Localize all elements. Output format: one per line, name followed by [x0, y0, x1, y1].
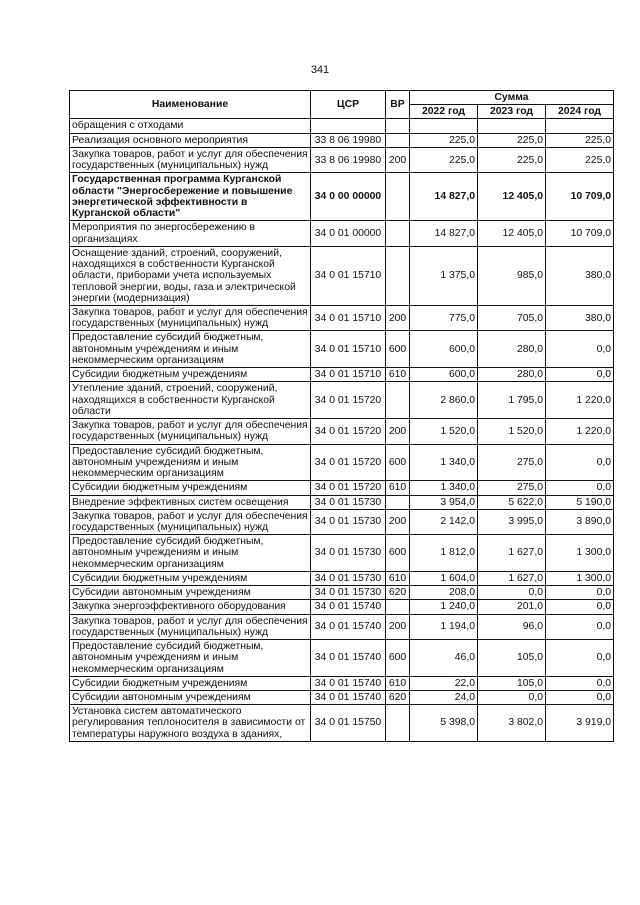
table-row — [70, 640, 614, 677]
row-2023-cell: 1 795,0 — [478, 382, 546, 419]
row-name-cell: Закупка товаров, работ и услуг для обеспечения государственных (муниципальных) нужд — [70, 147, 311, 172]
row-csr-cell: 34 0 01 15710 — [311, 305, 386, 330]
row-2024-cell: 0,0 — [546, 600, 614, 614]
row-2023-cell: 96,0 — [478, 614, 546, 639]
row-2022-cell: 1 375,0 — [410, 246, 478, 305]
row-2024-cell: 0,0 — [546, 368, 614, 382]
header-sum: Сумма — [410, 91, 614, 105]
row-vr-cell: 620 — [386, 586, 410, 600]
row-csr-cell: 34 0 01 00000 — [311, 221, 386, 246]
row-2024-cell: 1 300,0 — [546, 571, 614, 585]
row-name-cell: Внедрение эффективных систем освещения — [70, 495, 311, 509]
row-2022-cell: 22,0 — [410, 676, 478, 690]
row-2024-cell: 3 890,0 — [546, 509, 614, 534]
row-vr-cell: 200 — [386, 147, 410, 172]
row-2024-cell: 0,0 — [546, 481, 614, 495]
row-vr-cell: 200 — [386, 509, 410, 534]
row-2023-cell: 985,0 — [478, 246, 546, 305]
row-2023-cell: 3 802,0 — [478, 705, 546, 742]
row-vr-cell: 200 — [386, 614, 410, 639]
row-vr-cell: 620 — [386, 691, 410, 705]
row-name-cell: Реализация основного мероприятия — [70, 133, 311, 147]
row-csr-cell: 34 0 01 15740 — [311, 691, 386, 705]
row-csr-cell: 34 0 01 15710 — [311, 331, 386, 368]
table-row — [70, 586, 614, 600]
table-row — [70, 691, 614, 705]
table-row — [70, 481, 614, 495]
row-csr-cell: 33 8 06 19980 — [311, 147, 386, 172]
table-row — [70, 382, 614, 419]
row-name-cell: Предоставление субсидий бюджетным, автономным учреждениям и иным некоммерческим организациям — [70, 331, 311, 368]
row-name-cell: Государственная программа Курганской области "Энергосбережение и повышение энергетической эффективности в Курганской области" — [70, 173, 311, 221]
row-2024-cell: 10 709,0 — [546, 221, 614, 246]
row-2024-cell: 1 220,0 — [546, 382, 614, 419]
row-csr-cell: 34 0 01 15710 — [311, 368, 386, 382]
row-2023-cell: 12 405,0 — [478, 221, 546, 246]
row-name-cell: Предоставление субсидий бюджетным, автономным учреждениям и иным некоммерческим организациям — [70, 444, 311, 481]
row-vr-cell — [386, 600, 410, 614]
row-name-cell: Установка систем автоматического регулирования теплоносителя в зависимости от температуры наружного воздуха в зданиях, — [70, 705, 311, 742]
row-2024-cell: 10 709,0 — [546, 173, 614, 221]
table-row — [70, 419, 614, 444]
table-row — [70, 305, 614, 330]
row-2023-cell: 1 520,0 — [478, 419, 546, 444]
row-vr-cell: 600 — [386, 331, 410, 368]
row-2022-cell: 208,0 — [410, 586, 478, 600]
row-csr-cell: 34 0 01 15730 — [311, 495, 386, 509]
row-vr-cell — [386, 246, 410, 305]
row-2024-cell: 0,0 — [546, 640, 614, 677]
table-row — [70, 495, 614, 509]
table-row — [70, 133, 614, 147]
row-2023-cell: 5 622,0 — [478, 495, 546, 509]
row-vr-cell: 610 — [386, 676, 410, 690]
row-name-cell: Мероприятия по энергосбережению в организациях — [70, 221, 311, 246]
row-vr-cell: 600 — [386, 444, 410, 481]
table-row — [70, 444, 614, 481]
row-vr-cell: 610 — [386, 571, 410, 585]
header-vr: ВР — [386, 91, 410, 119]
row-2023-cell — [478, 119, 546, 133]
row-2022-cell: 46,0 — [410, 640, 478, 677]
row-2023-cell: 105,0 — [478, 640, 546, 677]
row-2024-cell: 0,0 — [546, 586, 614, 600]
table-row — [70, 571, 614, 585]
row-name-cell: Утепление зданий, строений, сооружений, находящихся в собственности Курганской области — [70, 382, 311, 419]
row-name-cell: Закупка товаров, работ и услуг для обеспечения государственных (муниципальных) нужд — [70, 305, 311, 330]
budget-table — [69, 90, 614, 742]
row-2024-cell: 225,0 — [546, 133, 614, 147]
row-vr-cell: 600 — [386, 640, 410, 677]
row-2024-cell: 5 190,0 — [546, 495, 614, 509]
row-name-cell: Оснащение зданий, строений, сооружений, находящихся в собственности Курганской области, приборами учета используемых тепловой энергии, воды, газа и электрической энергии (модернизация) — [70, 246, 311, 305]
row-2022-cell: 5 398,0 — [410, 705, 478, 742]
table-header — [70, 91, 614, 119]
row-2024-cell: 3 919,0 — [546, 705, 614, 742]
row-vr-cell — [386, 221, 410, 246]
row-2024-cell: 0,0 — [546, 331, 614, 368]
row-name-cell: Предоставление субсидий бюджетным, автономным учреждениям и иным некоммерческим организациям — [70, 640, 311, 677]
table-row — [70, 331, 614, 368]
row-2023-cell: 225,0 — [478, 133, 546, 147]
row-csr-cell: 34 0 01 15720 — [311, 444, 386, 481]
table-row — [70, 509, 614, 534]
row-2023-cell: 705,0 — [478, 305, 546, 330]
table-row — [70, 221, 614, 246]
row-2023-cell: 280,0 — [478, 331, 546, 368]
row-vr-cell: 610 — [386, 368, 410, 382]
row-2022-cell: 1 520,0 — [410, 419, 478, 444]
row-name-cell: Субсидии автономным учреждениям — [70, 586, 311, 600]
row-2024-cell: 0,0 — [546, 691, 614, 705]
row-2022-cell: 24,0 — [410, 691, 478, 705]
table-row — [70, 246, 614, 305]
page-number: 341 — [310, 64, 330, 76]
row-2022-cell: 2 142,0 — [410, 509, 478, 534]
row-2023-cell: 12 405,0 — [478, 173, 546, 221]
row-csr-cell: 34 0 01 15730 — [311, 509, 386, 534]
row-name-cell: Субсидии бюджетным учреждениям — [70, 481, 311, 495]
row-2022-cell: 14 827,0 — [410, 173, 478, 221]
row-2022-cell: 2 860,0 — [410, 382, 478, 419]
row-vr-cell: 200 — [386, 419, 410, 444]
row-2023-cell: 275,0 — [478, 444, 546, 481]
row-name-cell: Субсидии автономным учреждениям — [70, 691, 311, 705]
row-name-cell: Закупка товаров, работ и услуг для обеспечения государственных (муниципальных) нужд — [70, 509, 311, 534]
table-row — [70, 119, 614, 133]
row-vr-cell — [386, 705, 410, 742]
table-row — [70, 600, 614, 614]
row-csr-cell: 34 0 01 15720 — [311, 382, 386, 419]
row-name-cell: Закупка товаров, работ и услуг для обеспечения государственных (муниципальных) нужд — [70, 614, 311, 639]
row-2024-cell: 0,0 — [546, 614, 614, 639]
row-csr-cell: 34 0 01 15740 — [311, 640, 386, 677]
row-2023-cell: 1 627,0 — [478, 571, 546, 585]
row-name-cell: Предоставление субсидий бюджетным, автономным учреждениям и иным некоммерческим организациям — [70, 535, 311, 572]
row-name-cell: Субсидии бюджетным учреждениям — [70, 676, 311, 690]
row-2022-cell: 1 812,0 — [410, 535, 478, 572]
row-name-cell: Субсидии бюджетным учреждениям — [70, 368, 311, 382]
row-2024-cell: 0,0 — [546, 444, 614, 481]
row-name-cell: Субсидии бюджетным учреждениям — [70, 571, 311, 585]
row-vr-cell: 200 — [386, 305, 410, 330]
row-csr-cell: 34 0 01 15740 — [311, 614, 386, 639]
row-2023-cell: 0,0 — [478, 691, 546, 705]
row-2022-cell: 3 954,0 — [410, 495, 478, 509]
row-csr-cell: 34 0 01 15720 — [311, 481, 386, 495]
row-2022-cell: 1 340,0 — [410, 444, 478, 481]
row-2022-cell: 225,0 — [410, 147, 478, 172]
header-name: Наименование — [70, 91, 311, 119]
row-2023-cell: 201,0 — [478, 600, 546, 614]
row-2022-cell — [410, 119, 478, 133]
table-row — [70, 676, 614, 690]
row-2024-cell: 225,0 — [546, 147, 614, 172]
row-2022-cell: 775,0 — [410, 305, 478, 330]
row-csr-cell: 34 0 01 15730 — [311, 586, 386, 600]
row-name-cell: Закупка товаров, работ и услуг для обеспечения государственных (муниципальных) нужд — [70, 419, 311, 444]
header-year-2022: 2022 год — [410, 105, 478, 119]
row-name-cell: Закупка энергоэффективного оборудования — [70, 600, 311, 614]
row-2024-cell — [546, 119, 614, 133]
table-row — [70, 173, 614, 221]
row-csr-cell: 34 0 01 15710 — [311, 246, 386, 305]
row-2023-cell: 105,0 — [478, 676, 546, 690]
row-2024-cell: 0,0 — [546, 676, 614, 690]
header-csr: ЦСР — [311, 91, 386, 119]
row-csr-cell: 34 0 01 15740 — [311, 600, 386, 614]
row-2024-cell: 1 220,0 — [546, 419, 614, 444]
row-csr-cell: 33 8 06 19980 — [311, 133, 386, 147]
header-year-2023: 2023 год — [478, 105, 546, 119]
row-vr-cell: 600 — [386, 535, 410, 572]
table-row — [70, 147, 614, 172]
row-2022-cell: 14 827,0 — [410, 221, 478, 246]
row-csr-cell: 34 0 01 15740 — [311, 676, 386, 690]
row-csr-cell: 34 0 01 15730 — [311, 535, 386, 572]
table-row — [70, 535, 614, 572]
table-body — [70, 119, 614, 741]
row-2022-cell: 1 194,0 — [410, 614, 478, 639]
row-2023-cell: 1 627,0 — [478, 535, 546, 572]
row-2023-cell: 3 995,0 — [478, 509, 546, 534]
row-2022-cell: 225,0 — [410, 133, 478, 147]
row-csr-cell: 34 0 00 00000 — [311, 173, 386, 221]
table-row — [70, 368, 614, 382]
row-vr-cell — [386, 495, 410, 509]
row-2023-cell: 0,0 — [478, 586, 546, 600]
row-2023-cell: 225,0 — [478, 147, 546, 172]
row-2024-cell: 380,0 — [546, 305, 614, 330]
header-year-2024: 2024 год — [546, 105, 614, 119]
row-2022-cell: 1 240,0 — [410, 600, 478, 614]
row-2022-cell: 1 340,0 — [410, 481, 478, 495]
row-2024-cell: 380,0 — [546, 246, 614, 305]
row-csr-cell: 34 0 01 15750 — [311, 705, 386, 742]
row-2023-cell: 280,0 — [478, 368, 546, 382]
row-vr-cell — [386, 119, 410, 133]
row-vr-cell — [386, 133, 410, 147]
table-row — [70, 614, 614, 639]
row-vr-cell: 610 — [386, 481, 410, 495]
row-csr-cell — [311, 119, 386, 133]
row-2023-cell: 275,0 — [478, 481, 546, 495]
row-vr-cell — [386, 173, 410, 221]
table-row — [70, 705, 614, 742]
row-csr-cell: 34 0 01 15720 — [311, 419, 386, 444]
row-csr-cell: 34 0 01 15730 — [311, 571, 386, 585]
row-2022-cell: 1 604,0 — [410, 571, 478, 585]
row-vr-cell — [386, 382, 410, 419]
row-name-cell: обращения с отходами — [70, 119, 311, 133]
row-2024-cell: 1 300,0 — [546, 535, 614, 572]
row-2022-cell: 600,0 — [410, 331, 478, 368]
row-2022-cell: 600,0 — [410, 368, 478, 382]
